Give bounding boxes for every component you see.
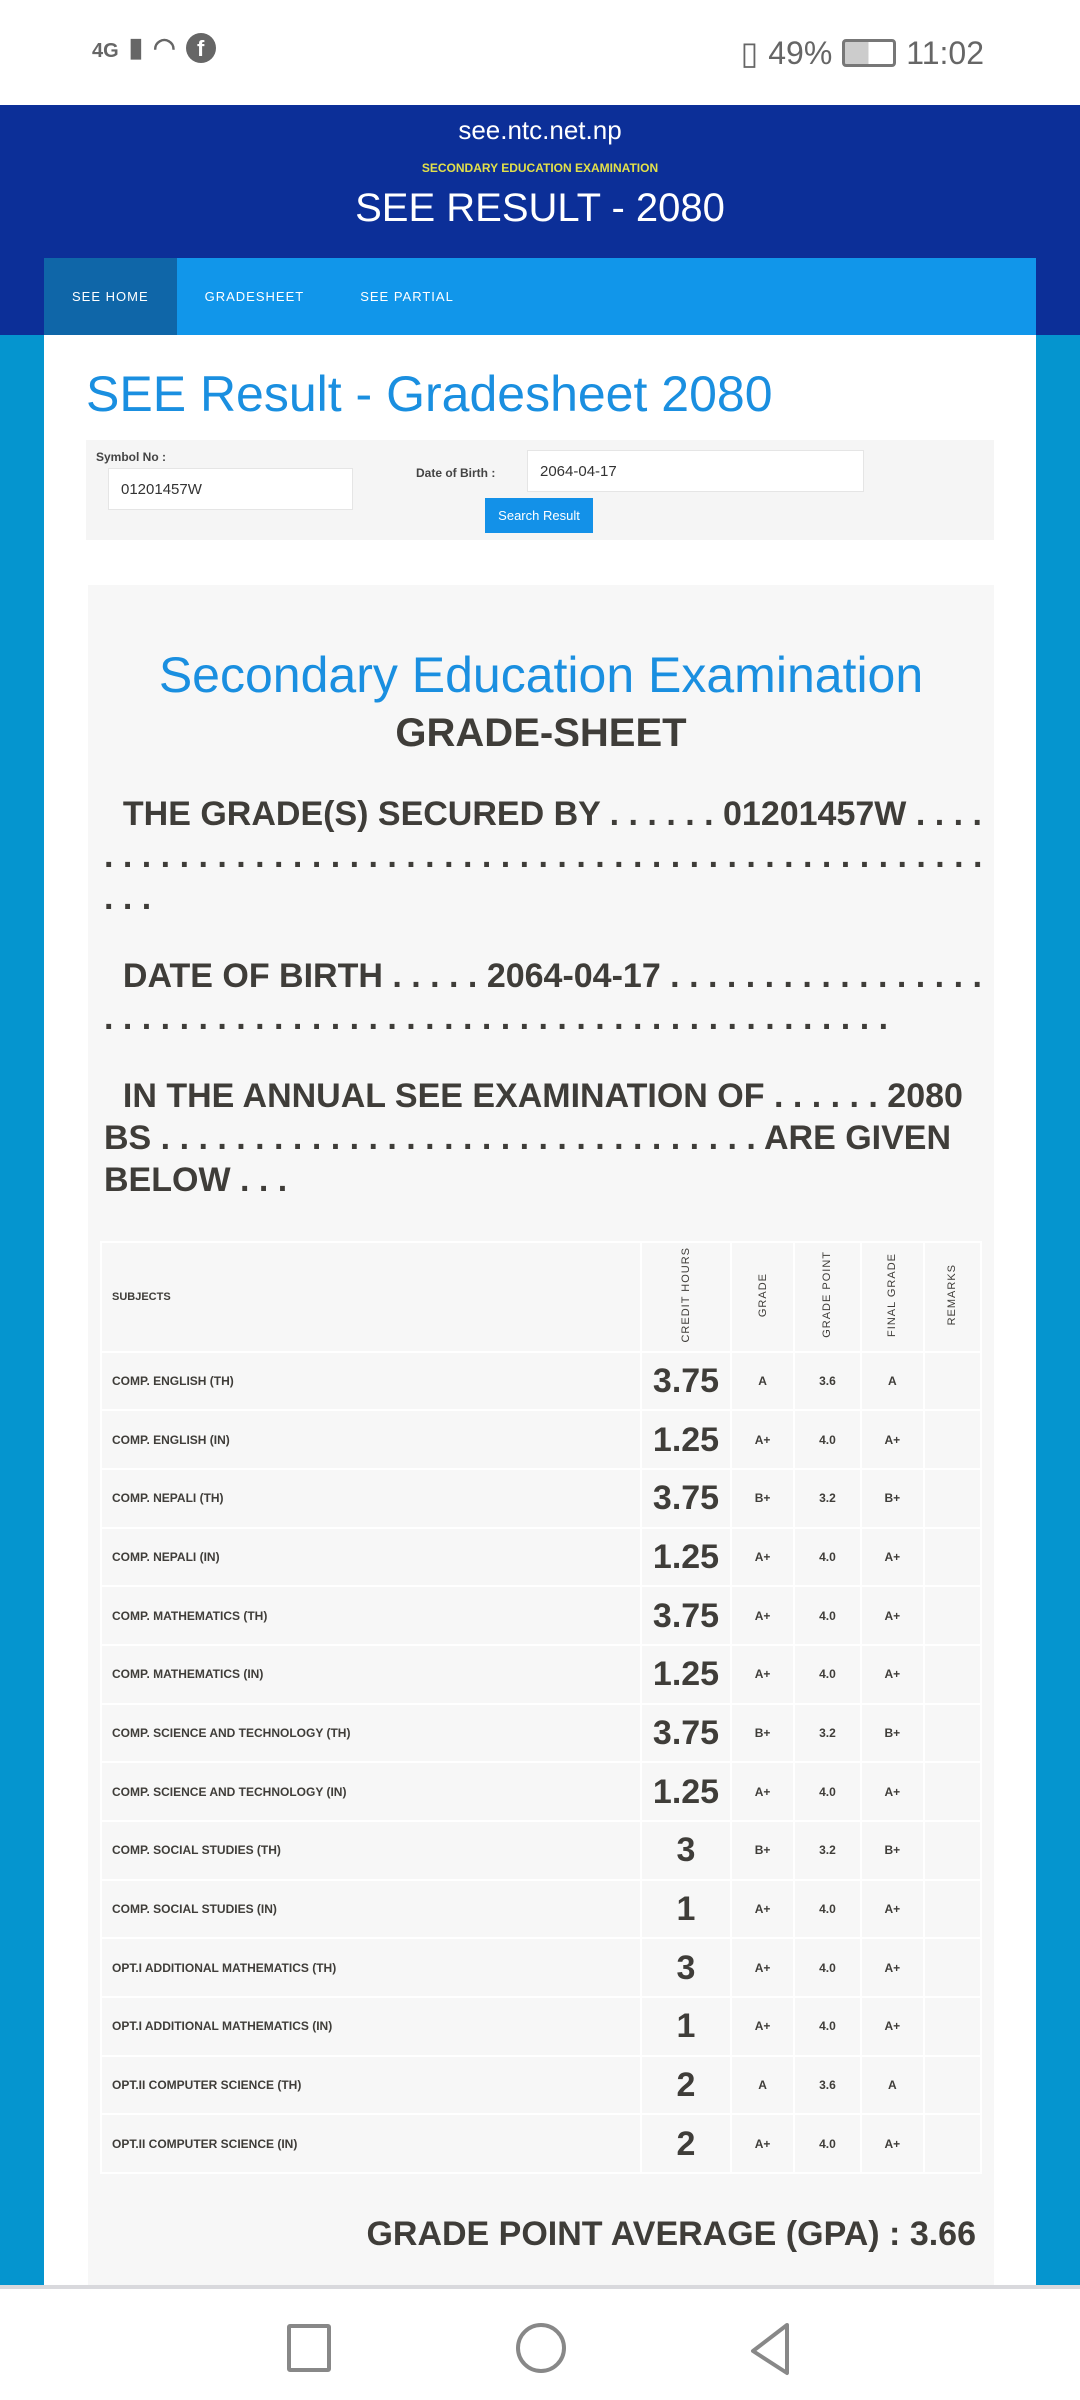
cell-grade-point: 3.2 bbox=[794, 1469, 861, 1528]
cell-remarks bbox=[924, 1469, 981, 1528]
status-bar bbox=[0, 0, 1080, 105]
table-row bbox=[101, 1821, 981, 1880]
cell-subject: COMP. ENGLISH (IN) bbox=[101, 1410, 641, 1469]
table-row bbox=[101, 1704, 981, 1763]
cell-final-grade: B+ bbox=[861, 1704, 924, 1763]
nav-see-partial[interactable]: SEE PARTIAL bbox=[360, 289, 454, 304]
table-row bbox=[101, 1469, 981, 1528]
table-row bbox=[101, 1528, 981, 1587]
table-row bbox=[101, 2056, 981, 2115]
col-credit-hours: CREDIT HOURS bbox=[641, 1242, 731, 1352]
cell-grade-point: 4.0 bbox=[794, 1997, 861, 2056]
cell-grade: A bbox=[731, 1352, 794, 1411]
cell-grade-point: 3.2 bbox=[794, 1821, 861, 1880]
cell-grade-point: 4.0 bbox=[794, 1762, 861, 1821]
cell-remarks bbox=[924, 1410, 981, 1469]
dob-input[interactable]: 2064-04-17 bbox=[527, 450, 864, 492]
cell-remarks bbox=[924, 1880, 981, 1939]
cell-final-grade: A+ bbox=[861, 1762, 924, 1821]
cell-grade: A+ bbox=[731, 1528, 794, 1587]
cell-grade: A+ bbox=[731, 2114, 794, 2173]
cell-grade: A+ bbox=[731, 1645, 794, 1704]
cell-subject: COMP. SOCIAL STUDIES (TH) bbox=[101, 1821, 641, 1880]
facebook-icon: f bbox=[186, 33, 216, 63]
main-nav bbox=[44, 258, 1036, 335]
cell-credit-hours: 3.75 bbox=[641, 1352, 731, 1411]
cell-grade-point: 4.0 bbox=[794, 2114, 861, 2173]
cell-credit-hours: 1 bbox=[641, 1880, 731, 1939]
page-title: SEE Result - Gradesheet 2080 bbox=[86, 366, 773, 422]
gpa: GRADE POINT AVERAGE (GPA) : 3.66 bbox=[366, 2215, 976, 2254]
cell-grade: B+ bbox=[731, 1821, 794, 1880]
cell-subject: OPT.II COMPUTER SCIENCE (TH) bbox=[101, 2056, 641, 2115]
cell-grade: A+ bbox=[731, 1938, 794, 1997]
table-row bbox=[101, 1762, 981, 1821]
gradesheet-card bbox=[88, 585, 994, 2294]
table-row bbox=[101, 1410, 981, 1469]
search-result-button[interactable]: Search Result bbox=[485, 498, 593, 533]
nav-see-home[interactable]: SEE HOME bbox=[44, 258, 177, 335]
site-header bbox=[0, 105, 1080, 335]
cell-remarks bbox=[924, 2114, 981, 2173]
cell-remarks bbox=[924, 1997, 981, 2056]
cell-final-grade: A+ bbox=[861, 1645, 924, 1704]
cell-grade: A+ bbox=[731, 1762, 794, 1821]
cell-remarks bbox=[924, 1704, 981, 1763]
cell-subject: OPT.I ADDITIONAL MATHEMATICS (IN) bbox=[101, 1997, 641, 2056]
cell-final-grade: A+ bbox=[861, 1938, 924, 1997]
battery-icon bbox=[842, 39, 896, 67]
site-subtitle: SECONDARY EDUCATION EXAMINATION bbox=[421, 161, 659, 175]
table-row bbox=[101, 2114, 981, 2173]
cell-final-grade: A+ bbox=[861, 2114, 924, 2173]
back-button[interactable] bbox=[745, 2321, 795, 2377]
exam-heading: Secondary Education Examination bbox=[158, 647, 924, 703]
table-row bbox=[101, 1997, 981, 2056]
cell-grade-point: 4.0 bbox=[794, 1645, 861, 1704]
secured-by-line: THE GRADE(S) SECURED BY . . . . . . 01201457W . . . . . . . . . . . . . . . . . . . . . . . . . . . . . . . . . . . . . . . . . . . . . . . . . . . . . . bbox=[104, 795, 983, 917]
cell-grade-point: 4.0 bbox=[794, 1528, 861, 1587]
col-subjects: SUBJECTS bbox=[101, 1242, 641, 1352]
recents-button[interactable] bbox=[287, 2324, 331, 2372]
cell-grade-point: 3.6 bbox=[794, 2056, 861, 2115]
cell-remarks bbox=[924, 2056, 981, 2115]
cell-credit-hours: 3.75 bbox=[641, 1704, 731, 1763]
cell-remarks bbox=[924, 1586, 981, 1645]
dob-label: Date of Birth : bbox=[416, 466, 496, 480]
table-row bbox=[101, 1352, 981, 1411]
table-row bbox=[101, 1645, 981, 1704]
col-grade: GRADE bbox=[731, 1242, 794, 1352]
cell-final-grade: A bbox=[861, 2056, 924, 2115]
cell-subject: COMP. MATHEMATICS (TH) bbox=[101, 1586, 641, 1645]
cell-credit-hours: 1 bbox=[641, 1997, 731, 2056]
cell-remarks bbox=[924, 1821, 981, 1880]
cell-grade: A+ bbox=[731, 1997, 794, 2056]
cell-grade: A bbox=[731, 2056, 794, 2115]
cell-subject: COMP. SCIENCE AND TECHNOLOGY (TH) bbox=[101, 1704, 641, 1763]
symbol-label: Symbol No : bbox=[96, 450, 167, 464]
signal-icon: ▮ bbox=[128, 32, 143, 62]
table-header bbox=[101, 1242, 981, 1352]
site-title: SEE RESULT - 2080 bbox=[355, 186, 725, 230]
battery-percent: 49% bbox=[768, 34, 833, 71]
cell-grade-point: 4.0 bbox=[794, 1880, 861, 1939]
cell-grade: B+ bbox=[731, 1469, 794, 1528]
cell-final-grade: B+ bbox=[861, 1821, 924, 1880]
cell-final-grade: B+ bbox=[861, 1469, 924, 1528]
col-final-grade: FINAL GRADE bbox=[861, 1242, 924, 1352]
cell-credit-hours: 1.25 bbox=[641, 1762, 731, 1821]
cell-subject: OPT.II COMPUTER SCIENCE (IN) bbox=[101, 2114, 641, 2173]
cell-subject: COMP. NEPALI (IN) bbox=[101, 1528, 641, 1587]
main-content bbox=[44, 335, 1036, 2335]
cell-subject: COMP. MATHEMATICS (IN) bbox=[101, 1645, 641, 1704]
search-form bbox=[86, 440, 994, 540]
cell-credit-hours: 1.25 bbox=[641, 1645, 731, 1704]
dob-line: DATE OF BIRTH . . . . . 2064-04-17 . . . . . . . . . . . . . . . . . . . . . . . . . . . . . . . . . . . . . . . . . . . . . . . . . . . . . . . . . . . bbox=[104, 957, 982, 1037]
home-button[interactable] bbox=[516, 2323, 566, 2373]
cell-grade-point: 4.0 bbox=[794, 1938, 861, 1997]
cell-grade-point: 3.6 bbox=[794, 1352, 861, 1411]
table-row bbox=[101, 1938, 981, 1997]
table-row bbox=[101, 1586, 981, 1645]
cell-final-grade: A bbox=[861, 1352, 924, 1411]
cell-subject: COMP. SOCIAL STUDIES (IN) bbox=[101, 1880, 641, 1939]
cell-grade: B+ bbox=[731, 1704, 794, 1763]
cell-credit-hours: 2 bbox=[641, 2114, 731, 2173]
cell-remarks bbox=[924, 1762, 981, 1821]
cell-grade: A+ bbox=[731, 1586, 794, 1645]
symbol-input[interactable]: 01201457W bbox=[108, 468, 353, 510]
cell-subject: COMP. ENGLISH (TH) bbox=[101, 1352, 641, 1411]
cell-subject: COMP. NEPALI (TH) bbox=[101, 1469, 641, 1528]
cell-grade-point: 4.0 bbox=[794, 1586, 861, 1645]
cell-credit-hours: 2 bbox=[641, 2056, 731, 2115]
cell-subject: OPT.I ADDITIONAL MATHEMATICS (TH) bbox=[101, 1938, 641, 1997]
cell-final-grade: A+ bbox=[861, 1528, 924, 1587]
exam-line: IN THE ANNUAL SEE EXAMINATION OF . . . . . . 2080 BS . . . . . . . . . . . . . . . . . . . . . . . . . . . . . . . . ARE GIVEN BELOW . . . bbox=[104, 1077, 963, 1199]
cell-final-grade: A+ bbox=[861, 1410, 924, 1469]
col-grade-point: GRADE POINT bbox=[794, 1242, 861, 1352]
cell-subject: COMP. SCIENCE AND TECHNOLOGY (IN) bbox=[101, 1762, 641, 1821]
cell-grade-point: 4.0 bbox=[794, 1410, 861, 1469]
site-domain: see.ntc.net.np bbox=[458, 115, 622, 145]
wifi-icon: ◠ bbox=[153, 32, 176, 62]
vibrate-icon: ▯ bbox=[740, 35, 759, 71]
cell-remarks bbox=[924, 1938, 981, 1997]
cell-final-grade: A+ bbox=[861, 1880, 924, 1939]
system-nav-bar bbox=[0, 2285, 1080, 2400]
cell-grade-point: 3.2 bbox=[794, 1704, 861, 1763]
clock: 11:02 bbox=[906, 34, 984, 71]
cell-credit-hours: 3 bbox=[641, 1938, 731, 1997]
cell-credit-hours: 3.75 bbox=[641, 1586, 731, 1645]
col-remarks: REMARKS bbox=[924, 1242, 981, 1352]
cell-final-grade: A+ bbox=[861, 1586, 924, 1645]
nav-gradesheet[interactable]: GRADESHEET bbox=[204, 289, 305, 304]
cell-remarks bbox=[924, 1645, 981, 1704]
cell-grade: A+ bbox=[731, 1410, 794, 1469]
network-label: 4G bbox=[92, 40, 119, 62]
cell-credit-hours: 1.25 bbox=[641, 1528, 731, 1587]
cell-remarks bbox=[924, 1528, 981, 1587]
gradesheet-heading: GRADE-SHEET bbox=[395, 711, 687, 755]
cell-final-grade: A+ bbox=[861, 1997, 924, 2056]
grades-table bbox=[100, 1241, 982, 2174]
cell-remarks bbox=[924, 1352, 981, 1411]
cell-credit-hours: 3.75 bbox=[641, 1469, 731, 1528]
cell-grade: A+ bbox=[731, 1880, 794, 1939]
table-row bbox=[101, 1880, 981, 1939]
cell-credit-hours: 1.25 bbox=[641, 1410, 731, 1469]
cell-credit-hours: 3 bbox=[641, 1821, 731, 1880]
